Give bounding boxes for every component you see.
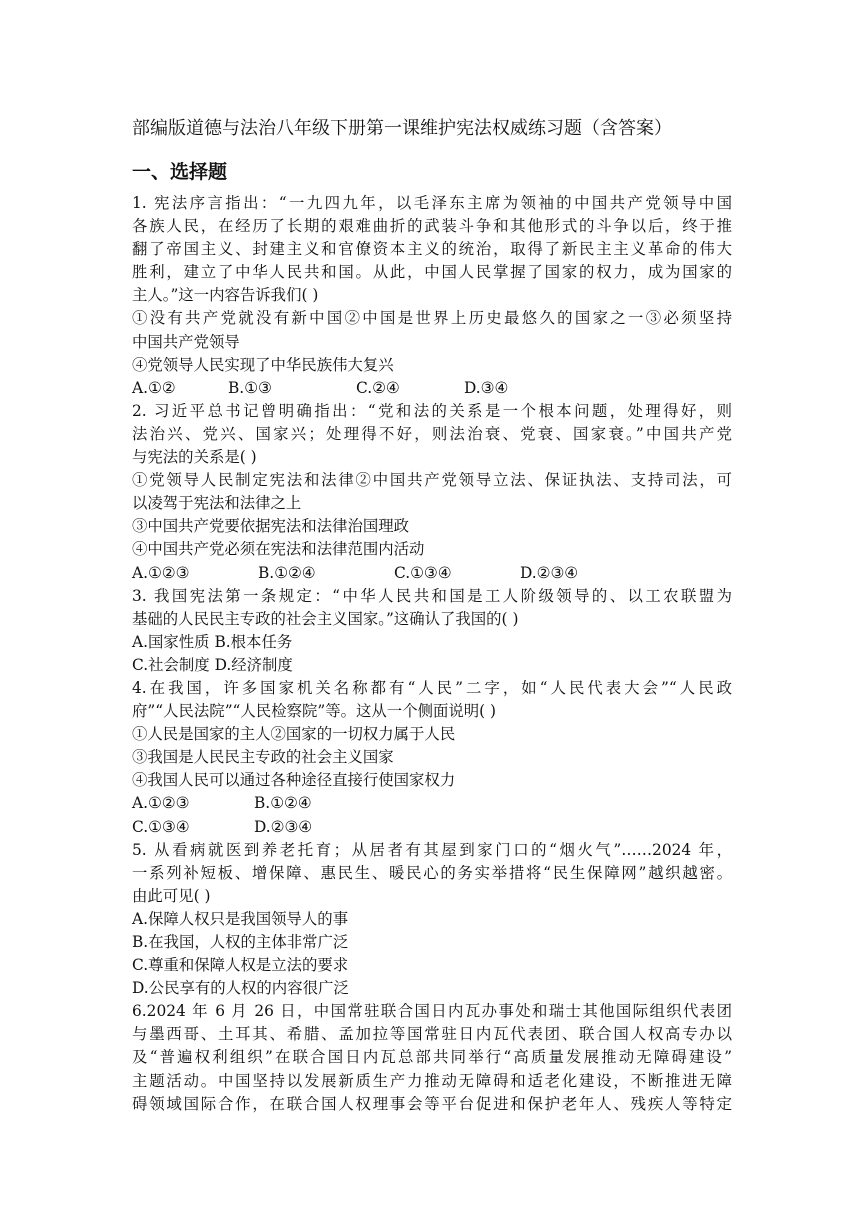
question-text-line: 6.2024 年 6 月 26 日，中国常驻联合国日内瓦办事处和瑞士其他国际组织代表团 (132, 1002, 732, 1021)
option-b: B.①③ (228, 378, 272, 397)
question-text-line: 翻了帝国主义、封建主义和官僚资本主义的统治，取得了新民主主义革命的伟大 (132, 240, 732, 259)
statement-line: ①党领导人民制定宪法和法律②中国共产党领导立法、保证执法、支持司法，可 (132, 471, 732, 490)
question-text-line: 各族人民，在经历了长期的艰难曲折的武装斗争和其他形式的斗争以后，终于推 (132, 217, 732, 236)
options-row (132, 792, 732, 815)
statement-line: ①人民是国家的主人②国家的一切权力属于人民 (132, 725, 456, 744)
statement-line: ①没有共产党就没有新中国②中国是世界上历史最悠久的国家之一③必须坚持 (132, 309, 732, 328)
options-row (132, 816, 732, 839)
option-d: D.公民享有的人权的内容很广泛 (132, 979, 349, 998)
option-b: B.①②④ (258, 563, 316, 582)
question-text-line: 胜利，建立了中华人民共和国。从此，中国人民掌握了国家的权力，成为国家的 (132, 263, 732, 282)
section-heading: 一、选择题 (132, 161, 228, 183)
question-text-line: 与宪法的关系是( ) (132, 448, 257, 467)
options-row: A.国家性质 B.根本任务 (132, 632, 293, 651)
question-1 (132, 192, 732, 400)
question-text-line: 基础的人民民主专政的社会主义国家。”这确认了我国的( ) (132, 609, 519, 628)
option-a: A.保障人权只是我国领导人的事 (132, 909, 349, 928)
question-text-line: 法治兴、党兴、国家兴；处理得不好，则法治衰、党衰、国家衰。”中国共产党 (132, 424, 732, 443)
options-row (132, 377, 732, 400)
statement-line: ④党领导人民实现了中华民族伟大复兴 (132, 355, 394, 374)
document-body (132, 192, 732, 1116)
document-title: 部编版道德与法治八年级下册第一课维护宪法权威练习题（含答案） (132, 118, 672, 139)
option-c: C.尊重和保障人权是立法的要求 (132, 956, 349, 975)
statement-line: ③我国是人民民主专政的社会主义国家 (132, 748, 394, 767)
question-text-line: 1. 宪法序言指出：“一九四九年，以毛泽东主席为领袖的中国共产党领导中国 (132, 194, 732, 212)
statement-line: ③中国共产党要依据宪法和法律治国理政 (132, 517, 410, 536)
question-text-line: 2. 习近平总书记曾明确指出：“党和法的关系是一个根本问题，处理得好，则 (132, 401, 732, 420)
option-b: B.①②④ (254, 794, 312, 813)
question-6 (132, 1000, 732, 1115)
option-a: A.①②③ (132, 563, 190, 582)
question-2 (132, 400, 732, 585)
question-text-line: 3. 我国宪法第一条规定：“中华人民共和国是工人阶级领导的、以工农联盟为 (132, 586, 732, 605)
statement-line: ④我国人民可以通过各种途径直接行使国家权力 (132, 771, 456, 790)
option-c: C.②④ (356, 378, 400, 397)
question-text-line: 5. 从看病就医到养老托育；从居者有其屋到家门口的“烟火气”……2024 年， (132, 840, 732, 859)
options-row: C.社会制度 D.经济制度 (132, 655, 293, 674)
option-b: B.在我国，人权的主体非常广泛 (132, 933, 349, 951)
question-text-line: 及“普遍权利组织”在联合国日内瓦总部共同举行“高质量发展推动无障碍建设” (132, 1048, 732, 1067)
options-row (132, 562, 732, 585)
question-text-line: 主人。”这一内容告诉我们( ) (132, 286, 319, 305)
question-text-line: 府”“人民法院”“人民检察院”等。这从一个侧面说明( ) (132, 702, 497, 721)
option-a: A.①② (132, 378, 176, 397)
statement-line: 中国共产党领导 (132, 332, 240, 351)
question-5 (132, 839, 732, 1001)
option-c: C.①③④ (132, 817, 190, 836)
option-d: D.③④ (464, 378, 509, 397)
question-text-line: 与墨西哥、土耳其、希腊、孟加拉等国常驻日内瓦代表团、联合国人权高专办以 (132, 1025, 732, 1044)
option-d: D.②③④ (254, 817, 313, 836)
question-text-line: 由此可见( ) (132, 886, 211, 905)
statement-line: 以凌驾于宪法和法律之上 (132, 494, 302, 513)
question-4 (132, 677, 732, 839)
question-text-line: 碍领域国际合作，在联合国人权理事会等平台促进和保护老年人、残疾人等特定 (132, 1094, 732, 1113)
option-a: A.①②③ (132, 794, 190, 813)
option-d: D.②③④ (520, 563, 579, 582)
question-text-line: 主题活动。中国坚持以发展新质生产力推动无障碍和适老化建设，不断推进无障 (132, 1071, 732, 1090)
question-3 (132, 585, 732, 677)
statement-line: ④中国共产党必须在宪法和法律范围内活动 (132, 540, 425, 559)
option-c: C.①③④ (394, 563, 452, 582)
question-text-line: 一系列补短板、增保障、惠民生、暖民心的务实举措将“民生保障网”越织越密。 (132, 863, 732, 882)
question-text-line: 4.在我国，许多国家机关名称都有“人民”二字，如“人民代表大会”“人民政 (132, 678, 732, 697)
